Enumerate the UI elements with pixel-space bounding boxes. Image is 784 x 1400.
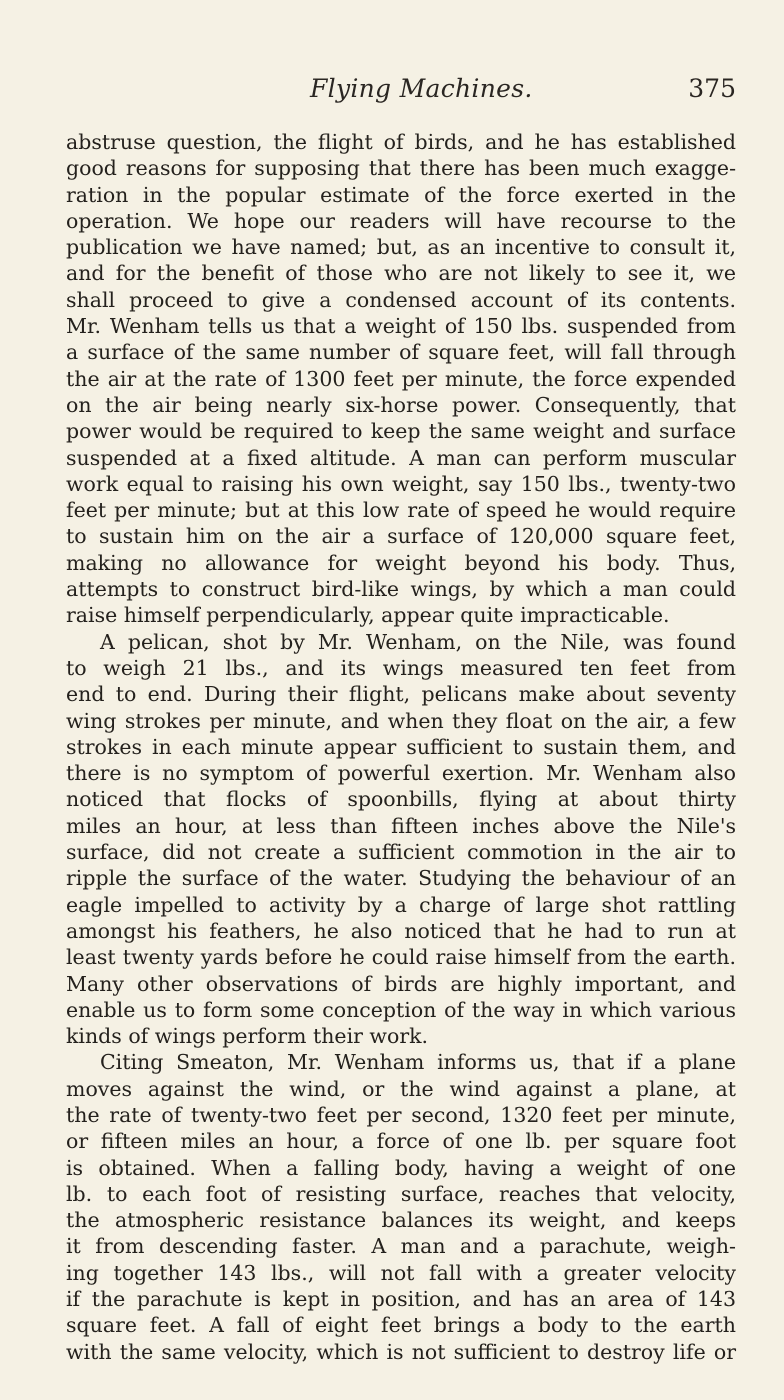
- text-line: moves against the wind, or the wind against a plane, at: [66, 1076, 736, 1101]
- text-line: miles an hour, at less than fifteen inches above the Nile's: [66, 813, 736, 838]
- page-header: [66, 74, 736, 110]
- text-line: a surface of the same number of square feet, will fall through: [66, 340, 736, 365]
- text-line: on the air being nearly six-horse power. Consequently, that: [66, 392, 736, 417]
- text-line: attempts to construct bird-like wings, by which a man could: [66, 577, 736, 602]
- text-line: shall proceed to give a condensed account of its contents.: [66, 287, 736, 312]
- text-line: it from descending faster. A man and a parachute, weigh-: [66, 1234, 736, 1259]
- text-line: strokes in each minute appear sufficient to sustain them, and: [66, 734, 736, 759]
- text-line: kinds of wings perform their work.: [66, 1024, 429, 1049]
- text-line: feet per minute; but at this low rate of speed he would require: [66, 498, 736, 523]
- text-line: wing strokes per minute, and when they float on the air, a few: [66, 708, 736, 733]
- text-line: noticed that flocks of spoonbills, flying at about thirty: [66, 787, 736, 812]
- text-line: or fifteen miles an hour, a force of one lb. per square foot: [66, 1129, 736, 1154]
- text-line: A pelican, shot by Mr. Wenham, on the Nile, was found: [100, 629, 736, 654]
- text-line: least twenty yards before he could raise himself from the earth.: [66, 945, 736, 970]
- text-line: ing together 143 lbs., will not fall with a greater velocity: [66, 1260, 736, 1285]
- text-line: to weigh 21 lbs., and its wings measured ten feet from: [66, 655, 736, 680]
- body-text: [66, 129, 736, 1365]
- text-line: is obtained. When a falling body, having a weight of one: [66, 1155, 736, 1180]
- text-line: raise himself perpendicularly, appear quite impracticable.: [66, 603, 670, 628]
- text-line: the air at the rate of 1300 feet per minute, the force expended: [66, 366, 736, 391]
- text-line: if the parachute is kept in position, and has an area of 143: [66, 1287, 736, 1312]
- text-line: surface, did not create a sufficient commotion in the air to: [66, 840, 736, 865]
- text-line: good reasons for supposing that there has been much exagge-: [66, 156, 736, 181]
- text-line: abstruse question, the flight of birds, and he has established: [66, 130, 736, 154]
- text-line: the rate of twenty-two feet per second, 1320 feet per minute,: [66, 1102, 736, 1127]
- text-line: enable us to form some conception of the way in which various: [66, 997, 736, 1022]
- text-line: power would be required to keep the same weight and surface: [66, 419, 736, 444]
- text-line: square feet. A fall of eight feet brings a body to the earth: [66, 1313, 736, 1338]
- text-line: Mr. Wenham tells us that a weight of 150 lbs. suspended from: [66, 314, 736, 339]
- text-line: to sustain him on the air a surface of 120,000 square feet,: [66, 524, 736, 549]
- text-line: there is no symptom of powerful exertion. Mr. Wenham also: [66, 761, 736, 786]
- text-line: with the same velocity, which is not sufficient to destroy life or: [66, 1339, 736, 1364]
- text-line: ration in the popular estimate of the force exerted in the: [66, 182, 736, 207]
- text-line: lb. to each foot of resisting surface, reaches that velocity,: [66, 1181, 736, 1206]
- text-line: work equal to raising his own weight, say 150 lbs., twenty-two: [66, 471, 736, 496]
- text-line: Many other observations of birds are highly important, and: [66, 971, 736, 996]
- text-line: publication we have named; but, as an incentive to consult it,: [66, 235, 736, 260]
- text-line: end to end. During their flight, pelicans make about seventy: [66, 682, 736, 707]
- text-line: and for the benefit of those who are not likely to see it, we: [66, 261, 736, 286]
- text-line: suspended at a fixed altitude. A man can perform muscular: [66, 445, 736, 470]
- running-title: Flying Machines.: [310, 74, 533, 103]
- text-line: making no allowance for weight beyond his body. Thus,: [66, 550, 736, 575]
- text-line: ripple the surface of the water. Studying the behaviour of an: [66, 866, 736, 891]
- page-number: 375: [688, 74, 736, 103]
- text-line: operation. We hope our readers will have recourse to the: [66, 208, 736, 233]
- text-line: Citing Smeaton, Mr. Wenham informs us, that if a plane: [100, 1050, 736, 1075]
- text-line: amongst his feathers, he also noticed that he had to run at: [66, 918, 736, 943]
- text-line: eagle impelled to activity by a charge of large shot rattling: [66, 892, 736, 917]
- text-line: the atmospheric resistance balances its weight, and keeps: [66, 1208, 736, 1233]
